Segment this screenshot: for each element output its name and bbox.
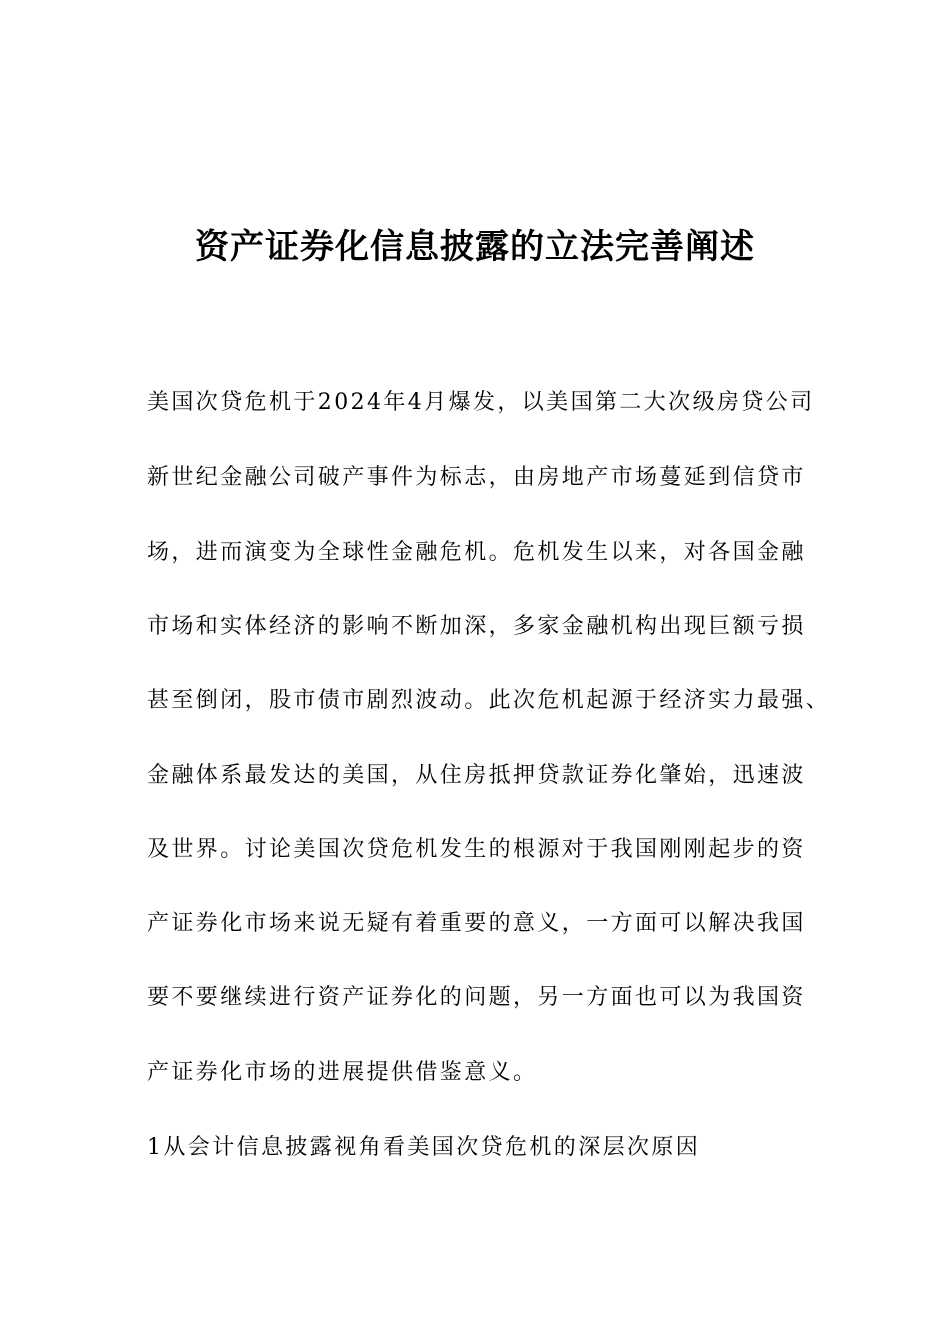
paragraph-line: 产证券化市场来说无疑有着重要的意义，一方面可以解决我国 (147, 911, 806, 936)
paragraph-line: 新世纪金融公司破产事件为标志，由房地产市场蔓延到信贷市 (147, 465, 806, 490)
paragraph-line: 美国次贷危机于2024年4月爆发，以美国第二大次级房贷公司 (147, 390, 815, 415)
paragraph-line: 市场和实体经济的影响不断加深，多家金融机构出现巨额亏损 (147, 614, 806, 639)
paragraph-line: 场，进而演变为全球性金融危机。危机发生以来，对各国金融 (147, 540, 806, 565)
paragraph-line: 甚至倒闭，股市债市剧烈波动。此次危机起源于经济实力最强、 (147, 688, 831, 713)
paragraph-line: 要不要继续进行资产证券化的问题，另一方面也可以为我国资 (147, 985, 806, 1010)
paragraph-line: 产证券化市场的进展提供借鉴意义。 (147, 1060, 538, 1085)
paragraph-line: 金融体系最发达的美国，从住房抵押贷款证券化肇始，迅速波 (147, 763, 806, 788)
section-heading: 1从会计信息披露视角看美国次贷危机的深层次原因 (147, 1135, 701, 1160)
paragraph-line: 及世界。讨论美国次贷危机发生的根源对于我国刚刚起步的资 (147, 837, 806, 862)
document-title: 资产证券化信息披露的立法完善阐述 (195, 227, 755, 267)
